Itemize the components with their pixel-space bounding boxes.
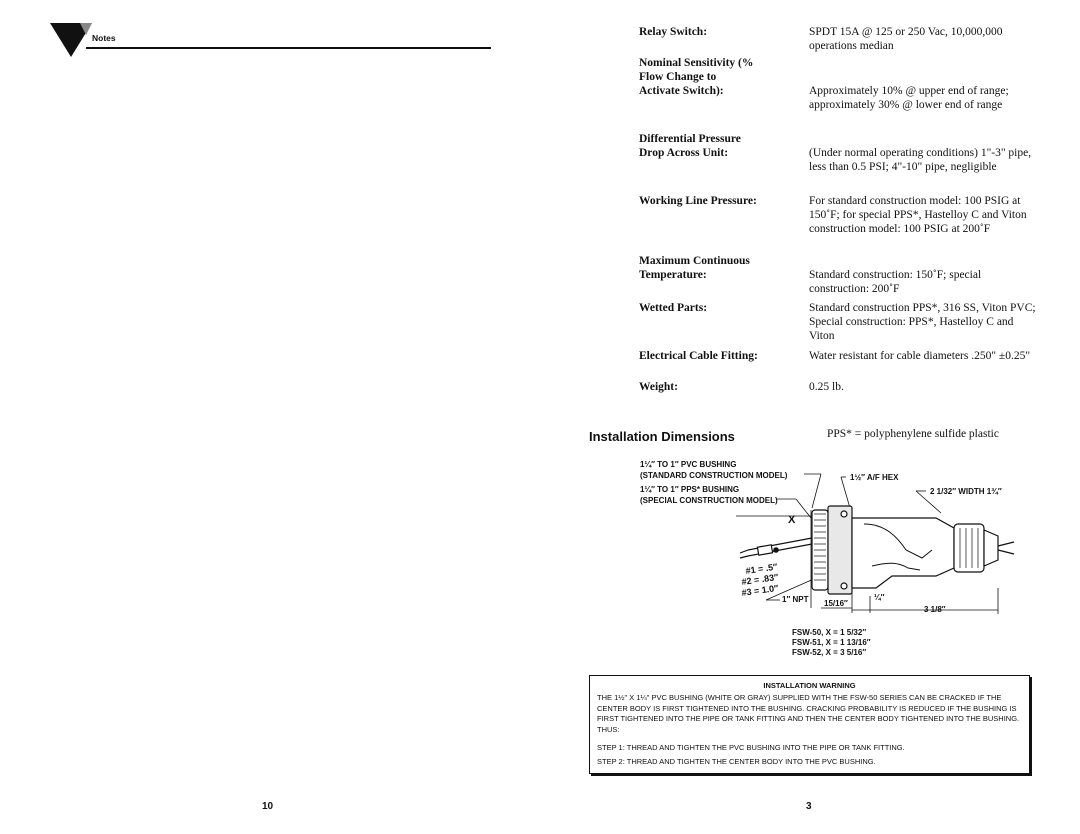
diagram-label-model-51: FSW-51, X = 1 13/16″	[792, 638, 871, 647]
diagram-label-x: X	[788, 514, 796, 526]
spec-label: Wetted Parts:	[639, 302, 708, 314]
notes-rule	[86, 47, 491, 49]
warning-step-1: STEP 1: THREAD AND TIGHTEN THE PVC BUSHING INTO THE PIPE OR TANK FITTING.	[597, 743, 905, 752]
diagram-label-3-1-8: 3 1/8″	[924, 605, 946, 614]
spec-label: Weight:	[639, 381, 678, 393]
diagram-label-model-50: FSW-50, X = 1 5/32″	[792, 628, 867, 637]
installation-warning-box	[589, 675, 1030, 774]
diagram-label-hex: 1½″ A/F HEX	[850, 473, 899, 482]
diagram-label-special-model: (SPECIAL CONSTRUCTION MODEL)	[640, 496, 778, 505]
diagram-label-opt1: #1 = .5″	[744, 561, 779, 576]
diagram-label-width: 2 1/32″ WIDTH 1¾″	[930, 487, 1002, 496]
spec-value: Approximately 10% @ upper end of range; approximately 30% @ lower end of range	[809, 85, 1009, 111]
installation-diagram	[636, 458, 1036, 668]
spec-value: (Under normal operating conditions) 1"-3" pipe, less than 0.5 PSI; 4"-10" pipe, negligible	[809, 147, 1032, 173]
spec-label: Maximum Continuous Temperature:	[639, 255, 750, 281]
spec-label: Electrical Cable Fitting:	[639, 350, 758, 362]
warning-title: INSTALLATION WARNING	[763, 681, 856, 690]
notes-label: Notes	[92, 33, 116, 43]
diagram-label-model-52: FSW-52, X = 3 5/16″	[792, 648, 867, 657]
spec-label: Relay Switch:	[639, 26, 708, 38]
spec-label: Nominal Sensitivity (% Flow Change to Activate Switch):	[639, 57, 754, 97]
installation-dimensions-heading: Installation Dimensions	[589, 429, 735, 444]
page-number-left: 10	[262, 801, 274, 812]
spec-value: For standard construction model: 100 PSIG at 150˚F; for special PPS*, Hastelloy C and Viton construction model: 100 PSIG at 200˚F	[809, 195, 1027, 235]
spec-value: Standard construction: 150˚F; special construction: 200˚F	[809, 269, 982, 295]
spec-value: 0.25 lb.	[809, 381, 844, 393]
spec-label: Working Line Pressure:	[639, 195, 757, 207]
diagram-label-std-model: (STANDARD CONSTRUCTION MODEL)	[640, 471, 788, 480]
notes-marker-icon	[50, 23, 92, 57]
diagram-label-quarter: ¼″	[874, 593, 885, 602]
diagram-label-std-bushing: 1¼″ TO 1″ PVC BUSHING	[640, 460, 737, 469]
spec-value: Water resistant for cable diameters .250" ±0.25"	[809, 350, 1031, 362]
spec-value: SPDT 15A @ 125 or 250 Vac, 10,000,000 operations median	[809, 26, 1003, 52]
warning-step-2: STEP 2: THREAD AND TIGHTEN THE CENTER BODY INTO THE PVC BUSHING.	[597, 757, 876, 766]
diagram-label-15-16: 15/16″	[824, 599, 848, 608]
page-number-right: 3	[806, 801, 812, 812]
diagram-label-npt: 1″ NPT	[782, 595, 809, 604]
diagram-label-opt3: #3 = 1.0″	[740, 582, 780, 598]
diagram-label-special-bushing: 1¼″ TO 1″ PPS* BUSHING	[640, 485, 740, 494]
warning-body: THE 1½" X 1¼" PVC BUSHING (WHITE OR GRAY) SUPPLIED WITH THE FSW-50 SERIES CAN BE CRACKED IF THE CENTER BODY IS FIRST TIGHTENED INTO THE BUSHING. CRACKING PROBABILITY IS REDUCED IF THE BUSHING IS FIRST TIGHTENED INTO THE PIPE OR TANK FITTING AND THEN THE CENTER BODY TIGHTENED INTO THE BUSHING. THUS:	[597, 693, 1020, 734]
diagram-label-opt2: #2 = .83″	[740, 571, 780, 587]
spec-value: Standard construction PPS*, 316 SS, Viton PVC; Special construction: PPS*, Hastelloy C and Viton	[809, 302, 1036, 342]
spec-label: Differential Pressure Drop Across Unit:	[639, 133, 741, 159]
spec-footnote: PPS* = polyphenylene sulfide plastic	[827, 428, 999, 440]
